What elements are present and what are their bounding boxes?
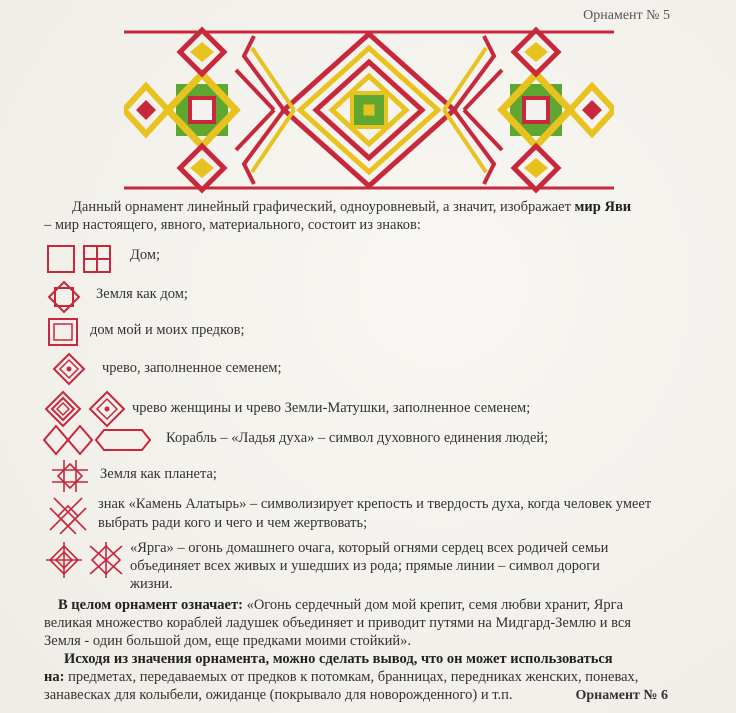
intro-line-2: – мир настоящего, явного, материального, состоит из знаков: [44, 217, 421, 233]
item-yarga-text-3: жизни. [130, 576, 173, 592]
ship-icon [42, 424, 154, 456]
central-diamond [284, 34, 454, 186]
yarga-icon [44, 540, 128, 580]
item-earth-home-text: Земля как дом; [96, 286, 188, 302]
item-mother-earth-text: чрево женщины и чрево Земли-Матушки, заполненное семенем; [132, 400, 531, 416]
item-home-text: Дом; [130, 247, 161, 263]
usage-line-3: занавесках для колыбели, ожиданце (покрывало для новорожденного) и т.п. [44, 687, 513, 703]
page-header-title: Орнамент № 5 [583, 8, 670, 23]
item-womb-text: чрево, заполненное семенем; [102, 360, 282, 376]
item-yarga-text-1: «Ярга» – огонь домашнего очага, который огнями сердец всех родичей семьи [130, 540, 609, 556]
item-ancestors-home-text: дом мой и моих предков; [90, 322, 245, 338]
earth-diamond-icon [46, 280, 82, 314]
item-alatyr-text-2: выбрать ради кого и чего и чем жертвовать; [98, 515, 368, 531]
conclusion-line-2: великая множество кораблей ладушек объединяет и приводит путями на Мидгард-Землю и вся [44, 615, 631, 631]
conclusion-line-3: Земля - один большой дом, еще предками моими стойкий». [44, 633, 411, 649]
item-alatyr-text-1: знак «Камень Алатырь» – символизирует крепость и твердость духа, когда человек умеет [98, 496, 652, 512]
item-planet-text: Земля как планета; [100, 466, 217, 482]
ornament-illustration [124, 26, 614, 194]
page-footer-title: Орнамент № 6 [575, 688, 668, 703]
left-motif [124, 30, 236, 190]
earth-planet-icon [50, 458, 90, 494]
conclusion-line-1: В целом орнамент означает: «Огонь сердечный дом мой крепит, семя любви хранит, Ярга [58, 597, 624, 613]
intro-line-1: Данный орнамент линейный графический, одноуровневый, а значит, изображает мир Яви [72, 199, 632, 215]
usage-line-2: на: предметах, передаваемых от предков к потомкам, бранницах, передниках женских, поневах, [44, 669, 639, 685]
usage-line-1: Исходя из значения орнамента, можно сделать вывод, что он может использоваться [64, 651, 613, 667]
nested-diamonds-icon [44, 390, 128, 428]
right-motif [502, 30, 614, 190]
item-ship-text: Корабль – «Ладья духа» – символ духовного единения людей; [166, 430, 549, 446]
double-square-icon [46, 316, 80, 348]
seeded-diamond-icon [52, 352, 86, 386]
alatyr-stone-icon [48, 496, 88, 534]
item-yarga-text-2: объединяет всех живых и ушедших из рода; прямые линии – символ дороги [130, 558, 600, 574]
house-square-icons [44, 244, 122, 274]
